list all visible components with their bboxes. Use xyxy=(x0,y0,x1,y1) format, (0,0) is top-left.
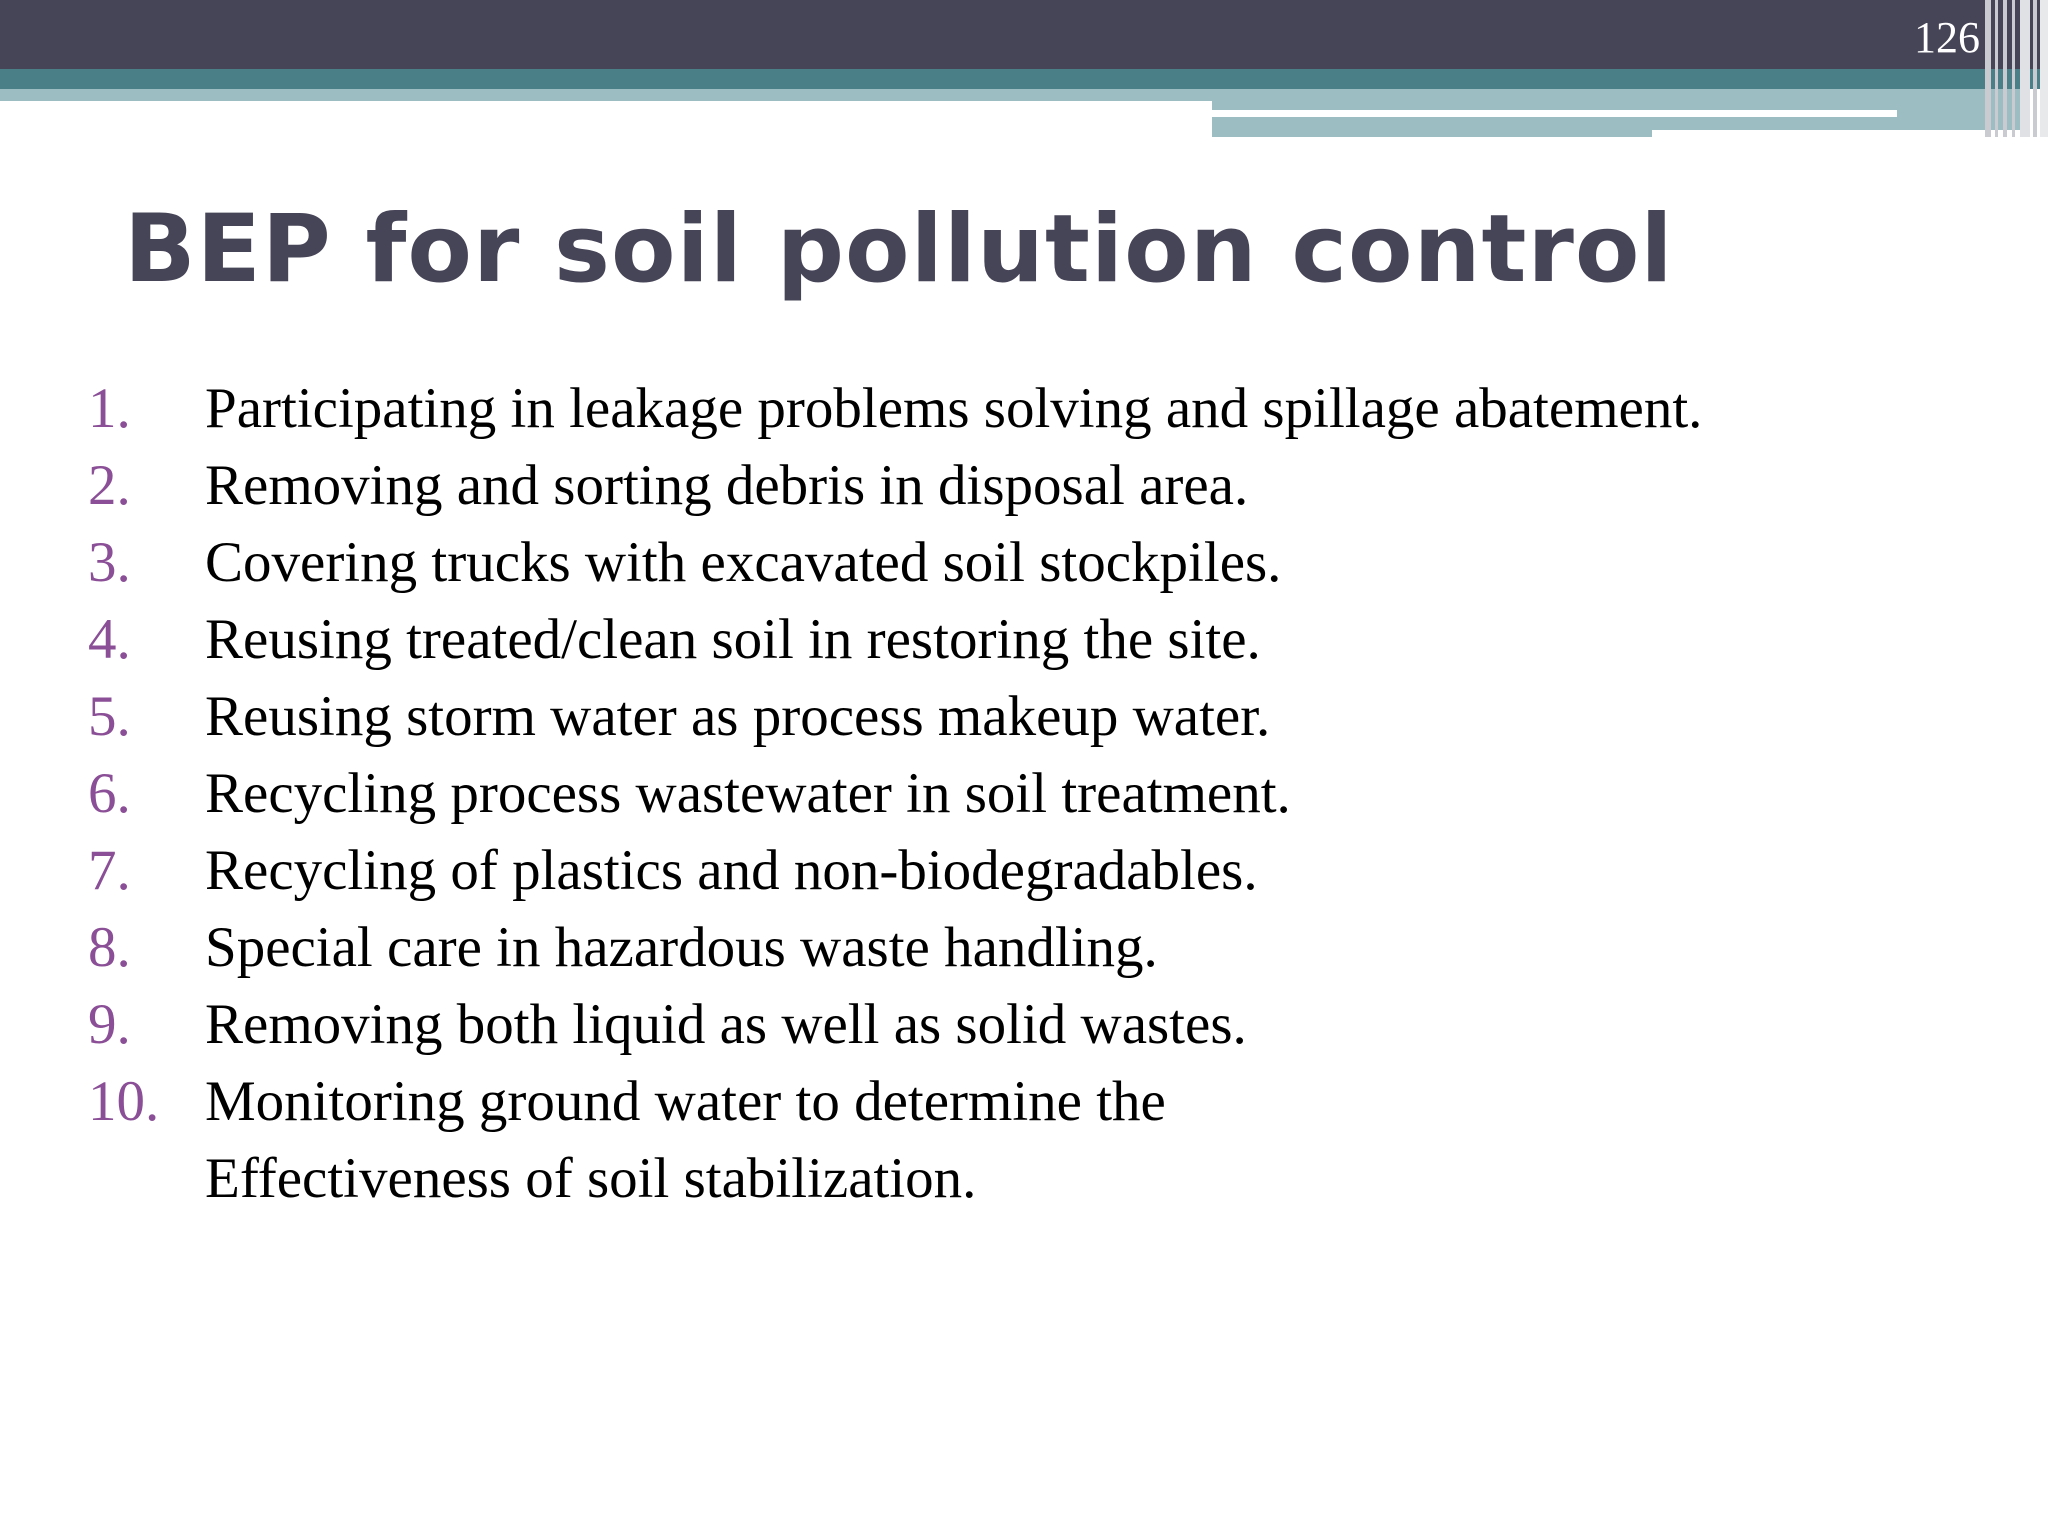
numbered-list xyxy=(88,370,1988,1217)
list-item-number: 7. xyxy=(88,839,131,902)
header-accent-line xyxy=(1212,110,1897,117)
header-band-teal xyxy=(0,69,2048,89)
header-band-dark xyxy=(0,0,2048,69)
list-item-text xyxy=(205,1063,1988,1217)
list-item xyxy=(88,678,1988,755)
list-item xyxy=(88,370,1988,447)
header-vertical-stripe xyxy=(2040,0,2048,137)
list-item-text-line: Monitoring ground water to determine the xyxy=(205,1070,1166,1133)
list-item xyxy=(88,832,1988,909)
list-item-text-line: Effectiveness of soil stabilization. xyxy=(205,1147,977,1210)
list-item-number: 6. xyxy=(88,762,131,825)
header-vertical-stripe xyxy=(2003,0,2007,137)
list-item xyxy=(88,524,1988,601)
list-item-number: 2. xyxy=(88,454,131,517)
list-item-text: Removing both liquid as well as solid wastes. xyxy=(205,993,1247,1056)
list-item-text: Reusing treated/clean soil in restoring the site. xyxy=(205,608,1261,671)
header-vertical-stripe xyxy=(2033,0,2037,137)
list-item xyxy=(88,986,1988,1063)
list-item-number: 1. xyxy=(88,377,131,440)
list-item xyxy=(88,755,1988,832)
list-item-number: 5. xyxy=(88,685,131,748)
list-item-text: Participating in leakage problems solving and spillage abatement. xyxy=(205,377,1703,440)
list-item-text: Covering trucks with excavated soil stockpiles. xyxy=(205,531,1282,594)
list-item-number: 4. xyxy=(88,608,131,671)
list-item xyxy=(88,601,1988,678)
header-accent-line-2 xyxy=(1652,130,2024,137)
list-item xyxy=(88,447,1988,524)
header-vertical-stripe xyxy=(1995,0,1998,137)
list-item-number: 9. xyxy=(88,993,131,1056)
list-item-text: Recycling of plastics and non-biodegradables. xyxy=(205,839,1258,902)
list-item-text: Removing and sorting debris in disposal area. xyxy=(205,454,1249,517)
header-vertical-stripe xyxy=(1985,0,1991,137)
header-vertical-stripe xyxy=(2020,0,2030,137)
list-item-text: Reusing storm water as process makeup water. xyxy=(205,685,1271,748)
list-item-text: Recycling process wastewater in soil treatment. xyxy=(205,762,1291,825)
slide-title: BEP for soil pollution control xyxy=(124,195,1674,304)
header-vertical-stripe xyxy=(2012,0,2015,137)
list-item-text: Special care in hazardous waste handling. xyxy=(205,916,1158,979)
list-item xyxy=(88,909,1988,986)
list-item-number: 8. xyxy=(88,916,131,979)
header-band-light-left xyxy=(0,89,1212,101)
list-item-number: 10. xyxy=(88,1070,160,1133)
list-item xyxy=(88,1063,1988,1217)
list-item-number: 3. xyxy=(88,531,131,594)
page-number: 126 xyxy=(1914,13,1980,62)
